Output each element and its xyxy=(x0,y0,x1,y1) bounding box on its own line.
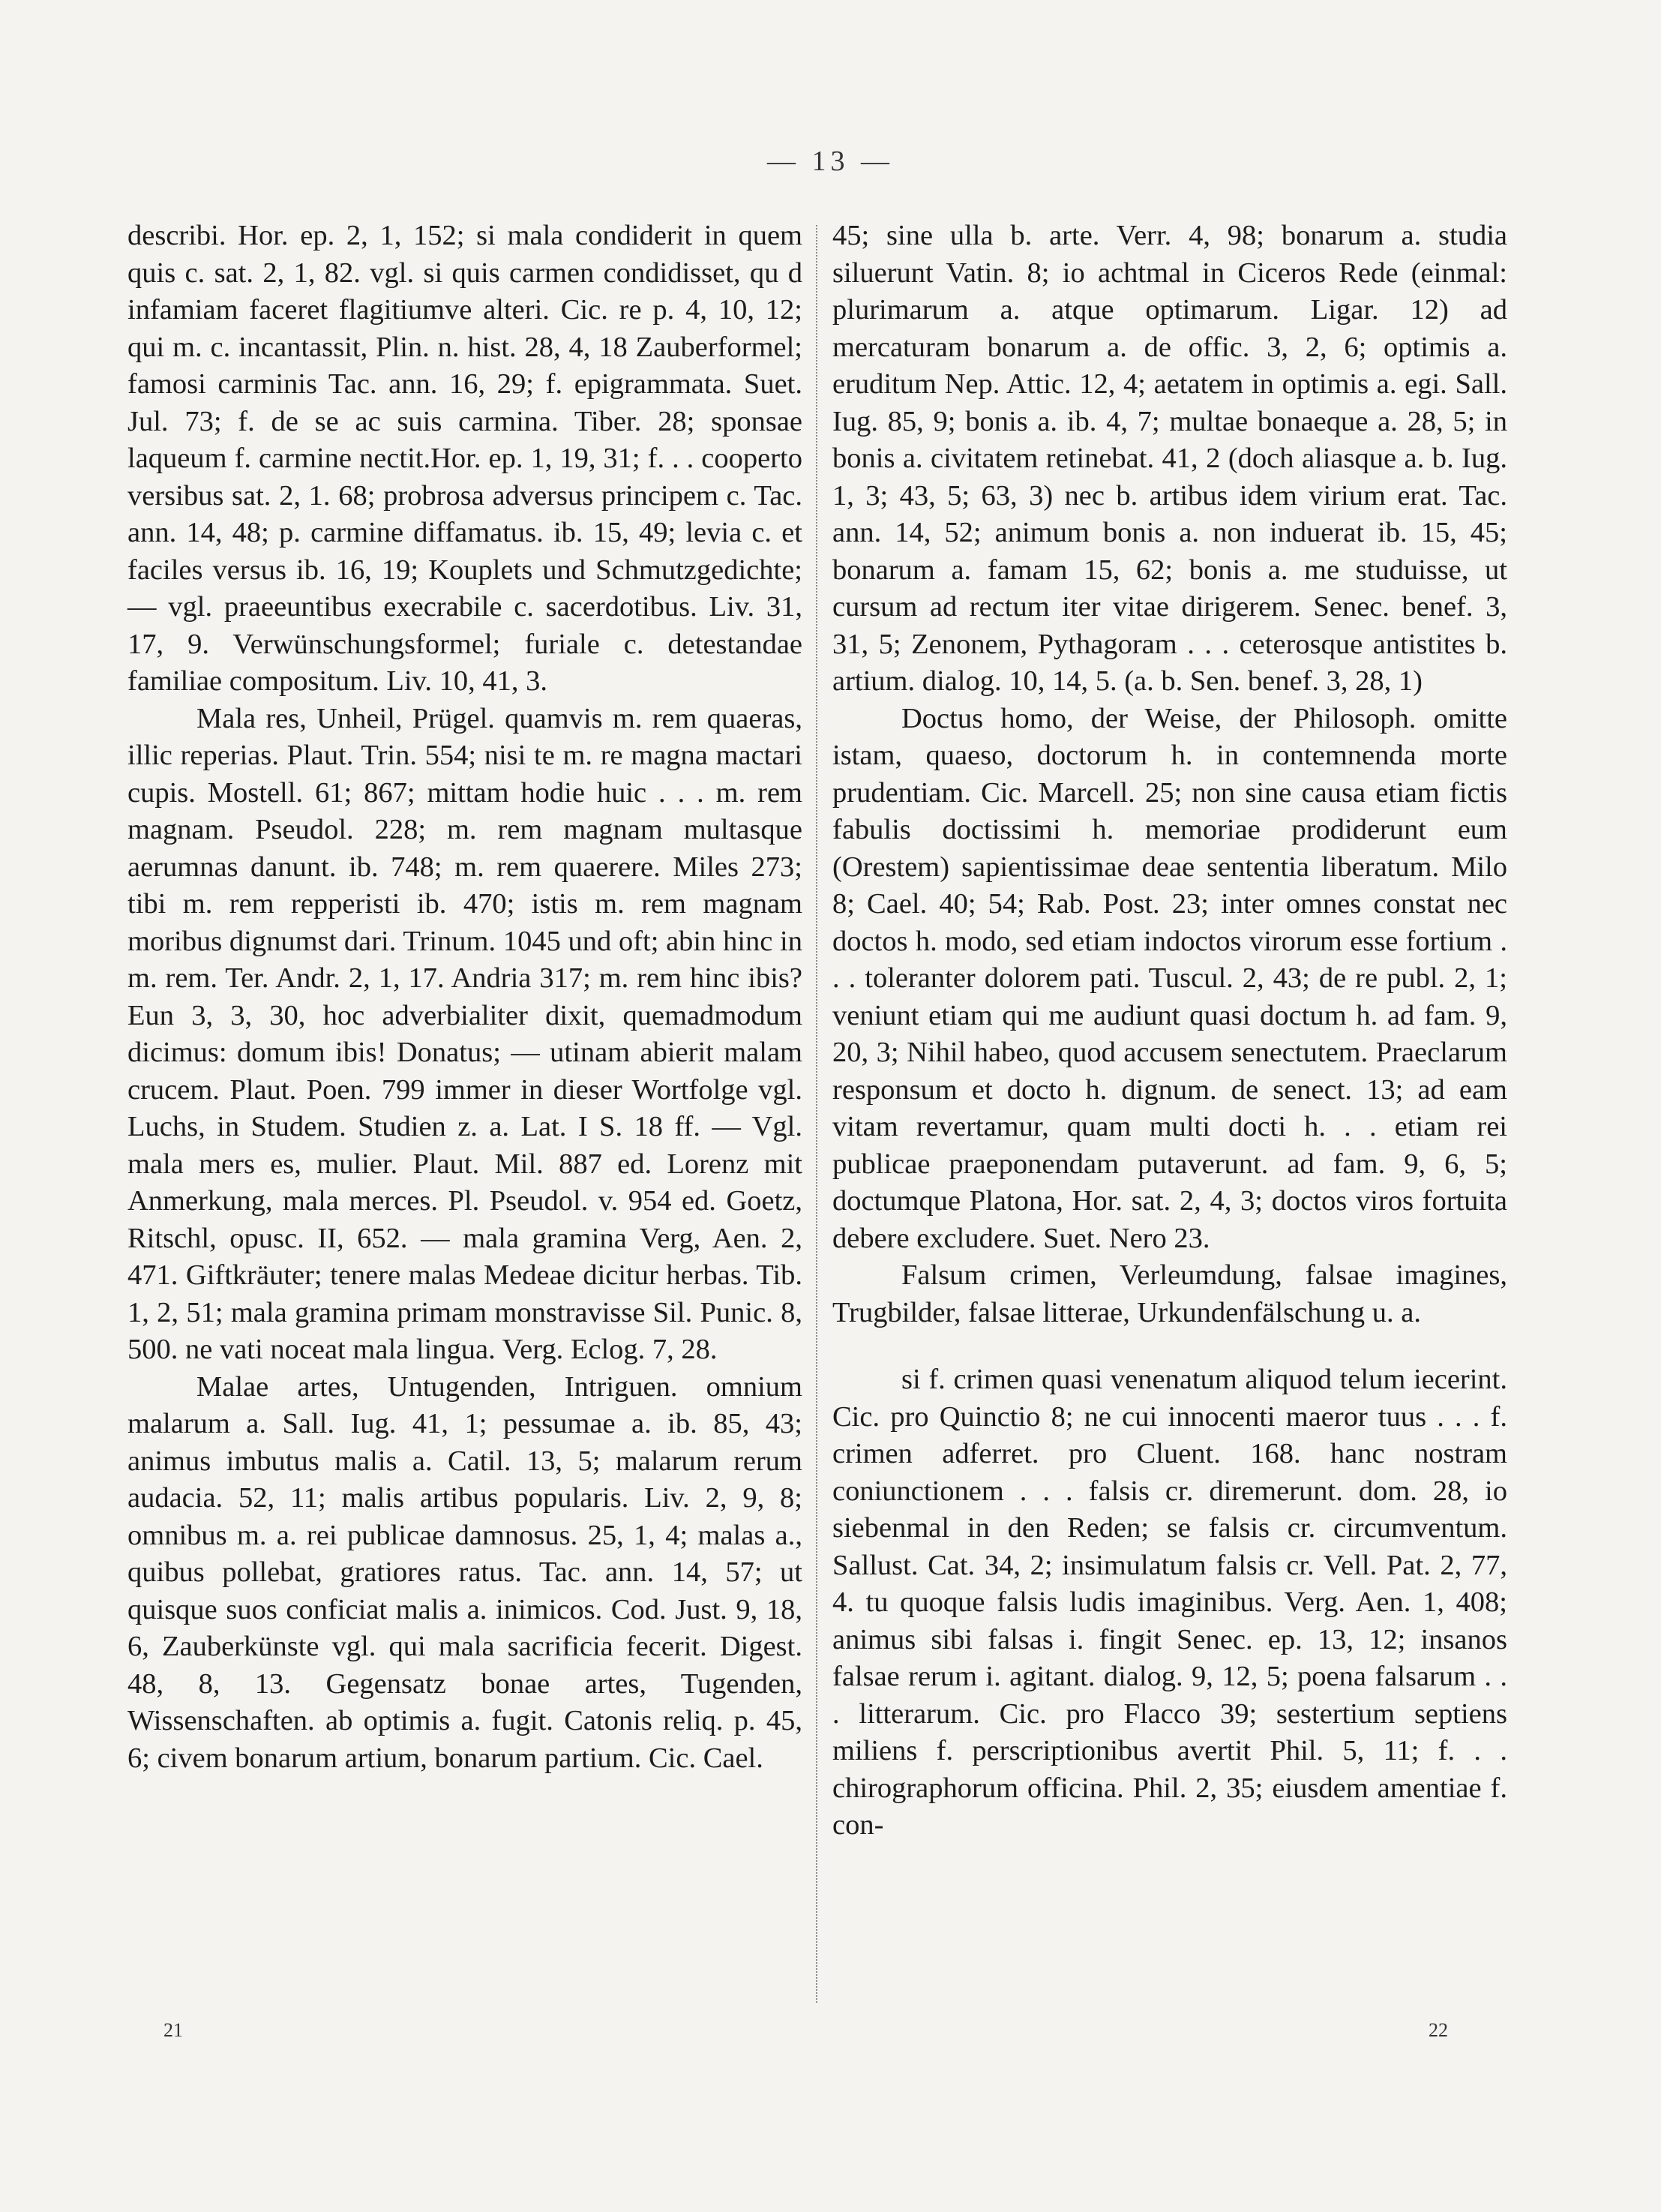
paragraph: Doctus homo, der Weise, der Philosoph. omitte istam, quaeso, doctorum h. in contemnenda morte prudentiam. Cic. Marcell. 25; non sine causa etiam fictis fabulis doctissimi h. memoriae prodiderunt eum (Orestem) sapientissimae deae sententia liberatum. Milo 8; Cael. 40; 54; Rab. Post. 23; inter omnes constat nec doctos h. modo, sed etiam indoctos virorum esse fortium . . . toleranter dolorem pati. Tuscul. 2, 43; de re publ. 2, 1; veniunt etiam qui me audiunt quasi doctum h. ad fam. 9, 20, 3; Nihil habeo, quod accusem senectutem. Praeclarum responsum et docto h. dignum. de senect. 13; ad eam vitam revertamur, quam multi docti h. . . etiam rei publicae praeponendam putaverunt. ad fam. 9, 6, 5; doctumque Platona, Hor. sat. 2, 4, 3; doctos viros fortuita debere excludere. Suet. Nero 23. xyxy=(832,702,1507,1254)
right-column xyxy=(832,218,1507,1844)
paragraph: Mala res, Unheil, Prügel. quamvis m. rem quaeras, illic reperias. Plaut. Trin. 554; nisi te m. re magna mactari cupis. Mostell. 61; 867; mittam hodie huic . . . m. rem magnam. Pseudol. 228; m. rem magnam multasque aerumnas danunt. ib. 748; m. rem quaerere. Miles 273; tibi m. rem repperisti ib. 470; istis m. rem magnam moribus dignumst dari. Trinum. 1045 und oft; abin hinc in m. rem. Ter. Andr. 2, 1, 17. Andria 317; m. rem hinc ibis? Eun 3, 3, 30, hoc adverbialiter dixit, quemadmodum dicimus: domum ibis! Donatus; — utinam abierit malam crucem. Plaut. Poen. 799 immer in dieser Wortfolge vgl. Luchs, in Studem. Studien z. a. Lat. I S. 18 ff. — Vgl. mala mers es, mulier. Plaut. Mil. 887 ed. Lorenz mit Anmerkung, mala merces. Pl. Pseudol. v. 954 ed. Goetz, Ritschl, opusc. II, 652. — mala gramina Verg, Aen. 2, 471. Giftkräuter; tenere malas Medeae dicitur herbas. Tib. 1, 2, 51; mala gramina primam monstravisse Sil. Punic. 8, 500. ne vati noceat mala lingua. Verg. Eclog. 7, 28. xyxy=(127,702,802,1365)
paragraph: describi. Hor. ep. 2, 1, 152; si mala condiderit in quem quis c. sat. 2, 1, 82. vgl. si quis carmen condidisset, qu d infamiam faceret flagitiumve alteri. Cic. re p. 4, 10, 12; qui m. c. incantassit, Plin. n. hist. 28, 4, 18 Zauberformel; famosi carminis Tac. ann. 16, 29; f. epigrammata. Suet. Jul. 73; f. de se ac suis carmina. Tiber. 28; sponsae laqueum f. carmine nectit.Hor. ep. 1, 19, 31; f. . . cooperto versibus sat. 2, 1. 68; probrosa adversus principem c. Tac. ann. 14, 48; p. carmine diffamatus. ib. 15, 49; levia c. et faciles versus ib. 16, 19; Kouplets und Schmutzgedichte; — vgl. praeeuntibus execrabile c. sacerdotibus. Liv. 31, 17, 9. Verwünschungsformel; furiale c. detestandae familiae compositum. Liv. 10, 41, 3. xyxy=(127,220,802,697)
paragraph: Falsum crimen, Verleumdung, falsae imagines, Trugbilder, falsae litterae, Urkundenfälschung u. a. xyxy=(832,1259,1507,1328)
page-number: — 13 — xyxy=(767,146,894,177)
paragraph: Malae artes, Untugenden, Intriguen. omnium malarum a. Sall. Iug. 41, 1; pessumae a. ib. 85, 43; animus imbutus malis a. Catil. 13, 5; malarum rerum audacia. 52, 11; malis artibus popularis. Liv. 2, 9, 8; omnibus m. a. rei publicae damnosus. 25, 1, 4; malas a., quibus pollebat, gratiores ratus. Tac. ann. 14, 57; ut quisque suos conficiat malis a. inimicos. Cod. Just. 9, 18, 6, Zauberkünste vgl. qui mala sacrificia fecerit. Digest. 48, 8, 13. Gegensatz bonae artes, Tugenden, Wissenschaften. ab optimis a. fugit. Catonis reliq. p. 45, 6; civem bonarum artium, bonarum partium. Cic. Cael. xyxy=(127,1370,802,1774)
paragraph: si f. crimen quasi venenatum aliquod telum iecerint. Cic. pro Quinctio 8; ne cui innocenti maeror tuus . . . f. crimen adferret. pro Cluent. 168. hanc nostram coniunctionem . . . falsis cr. diremerunt. dom. 28, io siebenmal in den Reden; se falsis cr. circumventum. Sallust. Cat. 34, 2; insimulatum falsis cr. Vell. Pat. 2, 77, 4. tu quoque falsis ludis imaginibus. Verg. Aen. 1, 408; animus sibi falsas i. fingit Senec. ep. 13, 12; insanos falsae rerum i. agitant. dialog. 9, 12, 5; poena falsarum . . . litterarum. Cic. pro Flacco 39; sestertium septiens miliens f. perscriptionibus avertit Phil. 5, 11; f. . . chirographorum officina. Phil. 2, 35; eiusdem amentiae f. con- xyxy=(832,1364,1507,1841)
paragraph: 45; sine ulla b. arte. Verr. 4, 98; bonarum a. studia siluerunt Vatin. 8; io achtmal in Ciceros Rede (einmal: plurimarum a. atque optimarum. Ligar. 12) ad mercaturam bonarum a. de offic. 3, 2, 6; optimis a. eruditum Nep. Attic. 12, 4; aetatem in optimis a. egi. Sall. Iug. 85, 9; bonis a. ib. 4, 7; multae bonaeque a. 28, 5; in bonis a. civitatem retinebat. 41, 2 (doch aliasque a. b. Iug. 1, 3; 43, 5; 63, 3) nec b. artibus idem virium erat. Tac. ann. 14, 52; animum bonis a. non induerat ib. 15, 45; bonarum a. famam 15, 62; bonis a. me studuisse, ut cursum ad rectum iter vitae dirigerem. Senec. benef. 3, 31, 5; Zenonem, Pythagoram . . . ceterosque antistites b. artium. dialog. 10, 14, 5. (a. b. Sen. benef. 3, 28, 1) xyxy=(832,220,1507,697)
signature-mark-right: 22 xyxy=(1429,2019,1448,2041)
column-divider xyxy=(816,225,817,2003)
left-column xyxy=(127,218,802,1777)
signature-mark-left: 21 xyxy=(163,2019,183,2041)
